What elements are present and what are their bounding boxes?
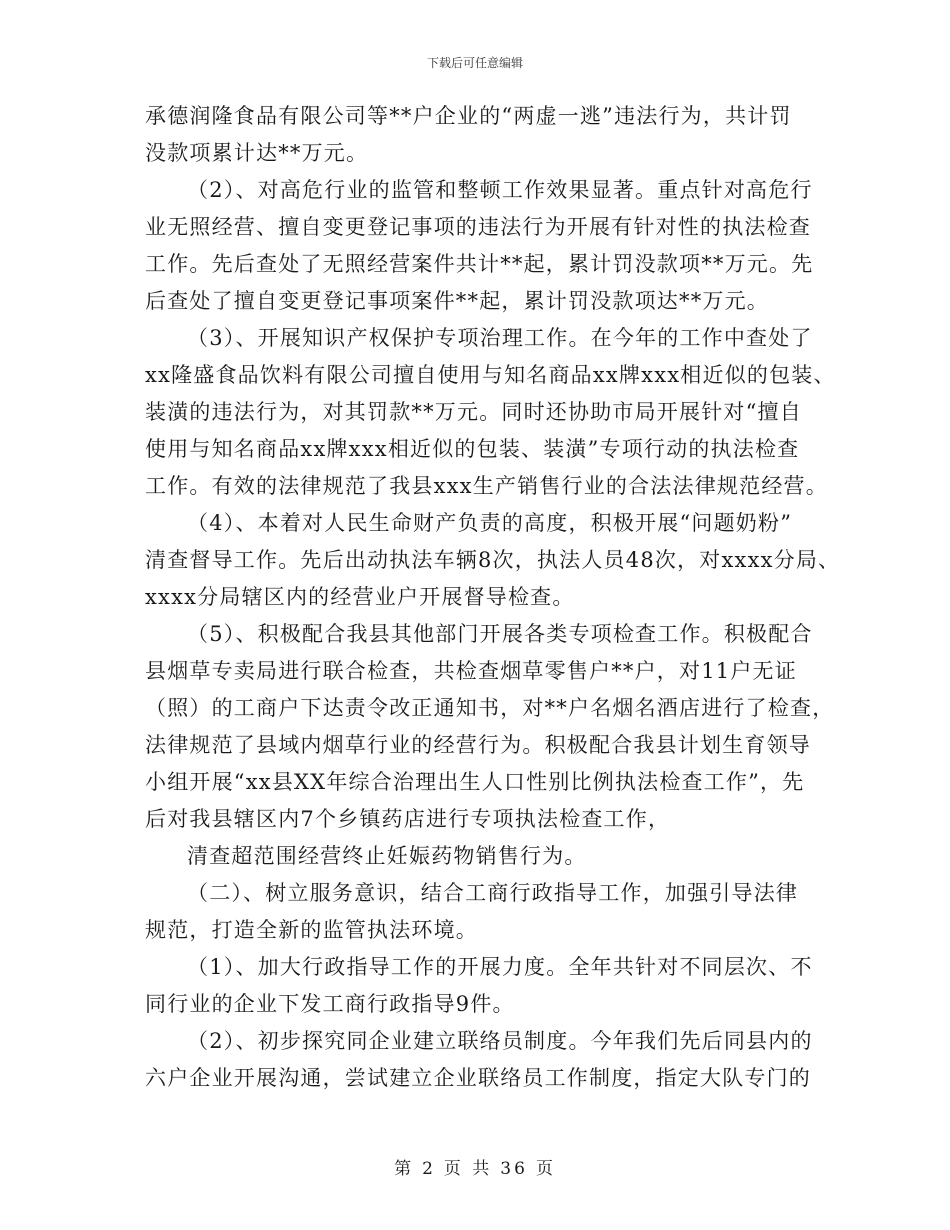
footer-suffix: 页: [535, 1159, 556, 1179]
text-line: （5）、积极配合我县其他部门开展各类专项检查工作。积极配合: [187, 622, 813, 646]
text-line: 工作。有效的法律规范了我县xxx生产销售行业的合法法律规范经营。: [145, 474, 828, 498]
text-line: xxxx分局辖区内的经营业户开展督导检查。: [145, 585, 575, 609]
text-line: （照）的工商户下达责令改正通知书，对**户名烟名酒店进行了检查，: [145, 696, 835, 720]
text-line: 六户企业开展沟通，尝试建立企业联络员工作制度，指定大队专门的: [145, 1066, 811, 1090]
total-pages: 36: [500, 1159, 528, 1179]
text-line: （3）、开展知识产权保护专项治理工作。在今年的工作中查处了: [187, 326, 813, 350]
text-line: （4）、本着对人民生命财产负责的高度，积极开展“问题奶粉”: [187, 511, 793, 535]
text-line: （二）、树立服务意识，结合工商行政指导工作，加强引导法律: [187, 881, 799, 905]
text-line: 小组开展“xx县XX年综合治理出生人口性别比例执法检查工作”，先: [145, 770, 805, 794]
text-line: （2）、对高危行业的监管和整顿工作效果显著。重点针对高危行: [187, 178, 813, 202]
text-line: 装潢的违法行为，对其罚款**万元。同时还协助市局开展针对“擅自: [145, 400, 802, 424]
document-body: [145, 98, 841, 1097]
page-header: 下载后可任意编辑: [426, 56, 523, 70]
text-line: 后查处了擅自变更登记事项案件**起，累计罚没款项达**万元。: [145, 289, 769, 313]
text-line: 清查督导工作。先后出动执法车辆8次，执法人员48次，对xxxx分局、: [145, 548, 841, 572]
text-line: 县烟草专卖局进行联合检查，共检查烟草零售户**户，对11户无证: [145, 659, 797, 683]
text-line: 承德润隆食品有限公司等**户企业的“两虚一逃”违法行为，共计罚: [145, 104, 792, 128]
text-line: 工作。先后查处了无照经营案件共计**起，累计罚没款项**万元。先: [145, 252, 814, 276]
footer-middle: 页 共: [443, 1159, 493, 1179]
text-line: 法律规范了县域内烟草行业的经营行为。积极配合我县计划生育领导: [145, 733, 811, 757]
current-page-number: 2: [422, 1159, 436, 1179]
text-line: xx隆盛食品饮料有限公司擅自使用与知名商品xx牌xxx相近似的包装、: [145, 363, 836, 387]
text-line: （1）、加大行政指导工作的开展力度。全年共针对不同层次、不: [187, 955, 813, 979]
text-line: 清查超范围经营终止妊娠药物销售行为。: [187, 844, 587, 868]
text-line: （2）、初步探究同企业建立联络员制度。今年我们先后同县内的: [187, 1029, 813, 1053]
text-line: 业无照经营、擅自变更登记事项的违法行为开展有针对性的执法检查: [145, 215, 811, 239]
text-line: 没款项累计达**万元。: [145, 141, 369, 165]
text-line: 规范，打造全新的监管执法环境。: [145, 918, 478, 942]
text-line: 使用与知名商品xx牌xxx相近似的包装、装潢”专项行动的执法检查: [145, 437, 800, 461]
footer-prefix: 第: [394, 1159, 415, 1179]
page-footer: [0, 1154, 950, 1179]
text-line: 同行业的企业下发工商行政指导9件。: [145, 992, 515, 1016]
text-line: 后对我县辖区内7个乡镇药店进行专项执法检查工作，: [145, 807, 671, 831]
